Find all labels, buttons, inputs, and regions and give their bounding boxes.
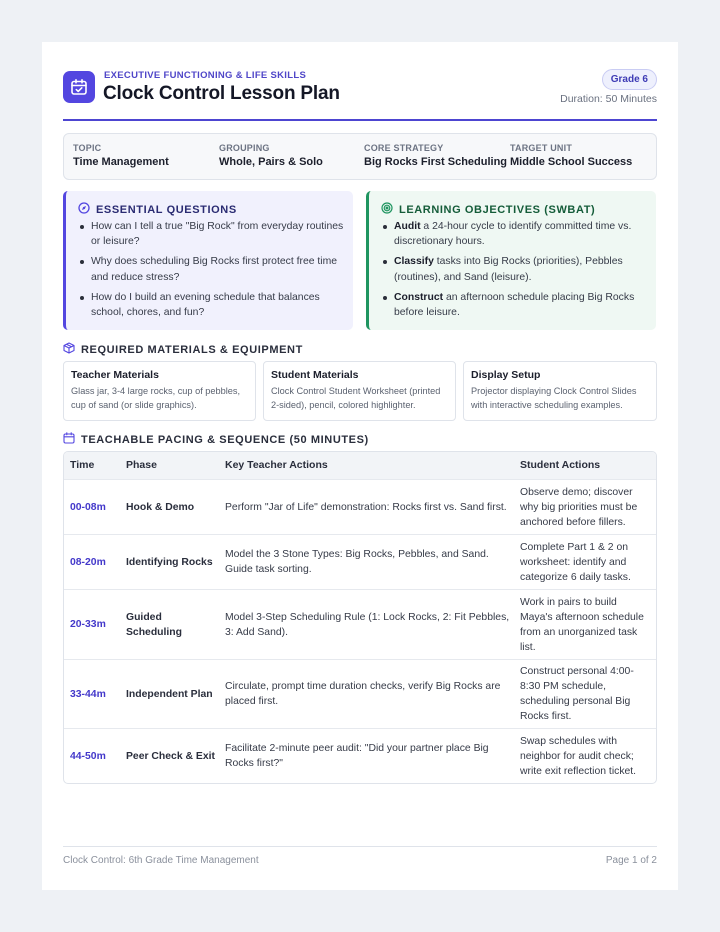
header-divider [63,119,657,121]
essential-questions-title: ESSENTIAL QUESTIONS [96,204,237,216]
lesson-plan-page [42,42,678,890]
teacher-action-cell: Facilitate 2-minute peer audit: "Did your partner place Big Rocks first?" [225,743,489,769]
meta-value: Big Rocks First Scheduling [364,156,508,168]
list-item: How do I build an evening schedule that balances school, chores, and fun? [79,290,347,320]
learning-objectives-title: LEARNING OBJECTIVES (SWBAT) [399,204,596,216]
objective-verb: Construct [394,291,444,303]
meta-topic [73,143,169,168]
student-materials-card [263,361,456,421]
materials-section-title: REQUIRED MATERIALS & EQUIPMENT [81,344,303,356]
column-header-time: Time [70,459,95,471]
material-title: Display Setup [471,369,541,381]
pacing-section-title: TEACHABLE PACING & SEQUENCE (50 MINUTES) [81,434,369,446]
objective-verb: Audit [394,221,421,232]
teacher-materials-card [63,361,256,421]
pacing-section-header [63,431,369,449]
objective-text: an afternoon schedule placing Big Rocks before leisure. [394,291,635,319]
eyebrow-label: EXECUTIVE FUNCTIONING & LIFE SKILLS [104,70,307,81]
material-text: Projector displaying Clock Control Slides with interactive scheduling examples. [471,386,637,410]
phase-cell: Hook & Demo [126,501,195,513]
phase-cell: Identifying Rocks [126,556,213,568]
package-icon [63,341,75,359]
list-item [382,254,650,284]
grade-badge: Grade 6 [602,69,657,90]
page-number: Page 1 of 2 [605,855,657,866]
learning-objectives-card [366,191,656,330]
column-header-phase: Phase [126,459,157,471]
objective-verb: Classify [394,256,434,268]
pacing-table [63,451,657,784]
phase-cell: Peer Check & Exit [126,750,215,762]
footer-title: Clock Control: 6th Grade Time Management [63,855,259,866]
essential-questions-card [63,191,353,330]
student-action-cell: Swap schedules with neighbor for audit check; write exit reflection ticket. [520,735,637,777]
table-row [64,534,656,589]
phase-cell: Guided Scheduling [126,611,182,638]
meta-label: CORE STRATEGY [364,143,444,153]
compass-icon [78,201,90,219]
time-cell: 08-20m [70,556,106,568]
materials-section-header [63,341,303,359]
calendar-check-icon [63,71,95,103]
column-header-student-actions: Student Actions [520,459,601,471]
teacher-action-cell: Model the 3 Stone Types: Big Rocks, Pebbles, and Sand. Guide task sorting. [225,549,489,575]
table-row [64,728,656,783]
phase-cell: Independent Plan [126,688,213,700]
meta-grouping [219,143,323,168]
meta-target-unit [510,143,632,168]
meta-value: Time Management [73,156,169,168]
student-action-cell: Construct personal 4:00-8:30 PM schedule, scheduling personal Big Rocks first. [520,666,634,722]
objective-text: tasks into Big Rocks (priorities), Pebbles (routines), and Sand (leisure). [394,256,623,283]
student-action-cell: Observe demo; discover why big priorities must be anchored before fillers. [520,486,638,528]
objective-text: a 24-hour cycle to identify committed time vs. discretionary hours. [394,221,632,248]
student-action-cell: Complete Part 1 & 2 on worksheet: identify and categorize 6 daily tasks. [520,541,631,583]
table-row [64,659,656,728]
calendar-icon [63,431,75,449]
meta-label: GROUPING [219,143,270,153]
meta-core-strategy [364,143,507,168]
meta-value: Whole, Pairs & Solo [219,156,323,168]
meta-label: TARGET UNIT [510,143,573,153]
table-row [64,589,656,659]
material-title: Teacher Materials [71,369,159,381]
table-row [64,479,656,534]
student-action-cell: Work in pairs to build Maya's afternoon schedule from an unorganized task list. [520,596,644,653]
learning-objectives-list [382,219,650,325]
time-cell: 00-08m [70,501,106,513]
meta-value: Middle School Success [510,156,633,168]
column-header-teacher-actions: Key Teacher Actions [225,459,328,471]
display-setup-card [463,361,657,421]
duration-text: Duration: 50 Minutes [560,93,657,105]
teacher-action-cell: Perform "Jar of Life" demonstration: Rocks first vs. Sand first. [225,501,507,513]
page-header [63,69,657,119]
essential-questions-list [79,219,347,325]
page-title: Clock Control Lesson Plan [103,83,340,104]
meta-label: TOPIC [73,143,102,153]
material-text: Glass jar, 3-4 large rocks, cup of pebbles, cup of sand (or slide graphics). [71,386,241,410]
time-cell: 20-33m [70,619,106,630]
teacher-action-cell: Circulate, prompt time duration checks, verify Big Rocks are placed first. [225,681,501,707]
time-cell: 44-50m [70,750,106,762]
list-item: Why does scheduling Big Rocks first protect free time and reduce stress? [79,254,347,284]
table-header-row [64,452,656,479]
teacher-action-cell: Model 3-Step Scheduling Rule (1: Lock Rocks, 2: Fit Pebbles, 3: Add Sand). [225,611,510,638]
lesson-meta-box [63,133,657,180]
time-cell: 33-44m [70,688,106,700]
material-title: Student Materials [271,369,359,381]
list-item [382,219,650,249]
footer-divider [63,846,657,847]
target-icon [381,201,393,219]
material-text: Clock Control Student Worksheet (printed 2-sided), pencil, colored highlighter. [271,386,441,410]
list-item: How can I tell a true "Big Rock" from everyday routines or leisure? [79,219,347,249]
list-item [382,290,650,320]
